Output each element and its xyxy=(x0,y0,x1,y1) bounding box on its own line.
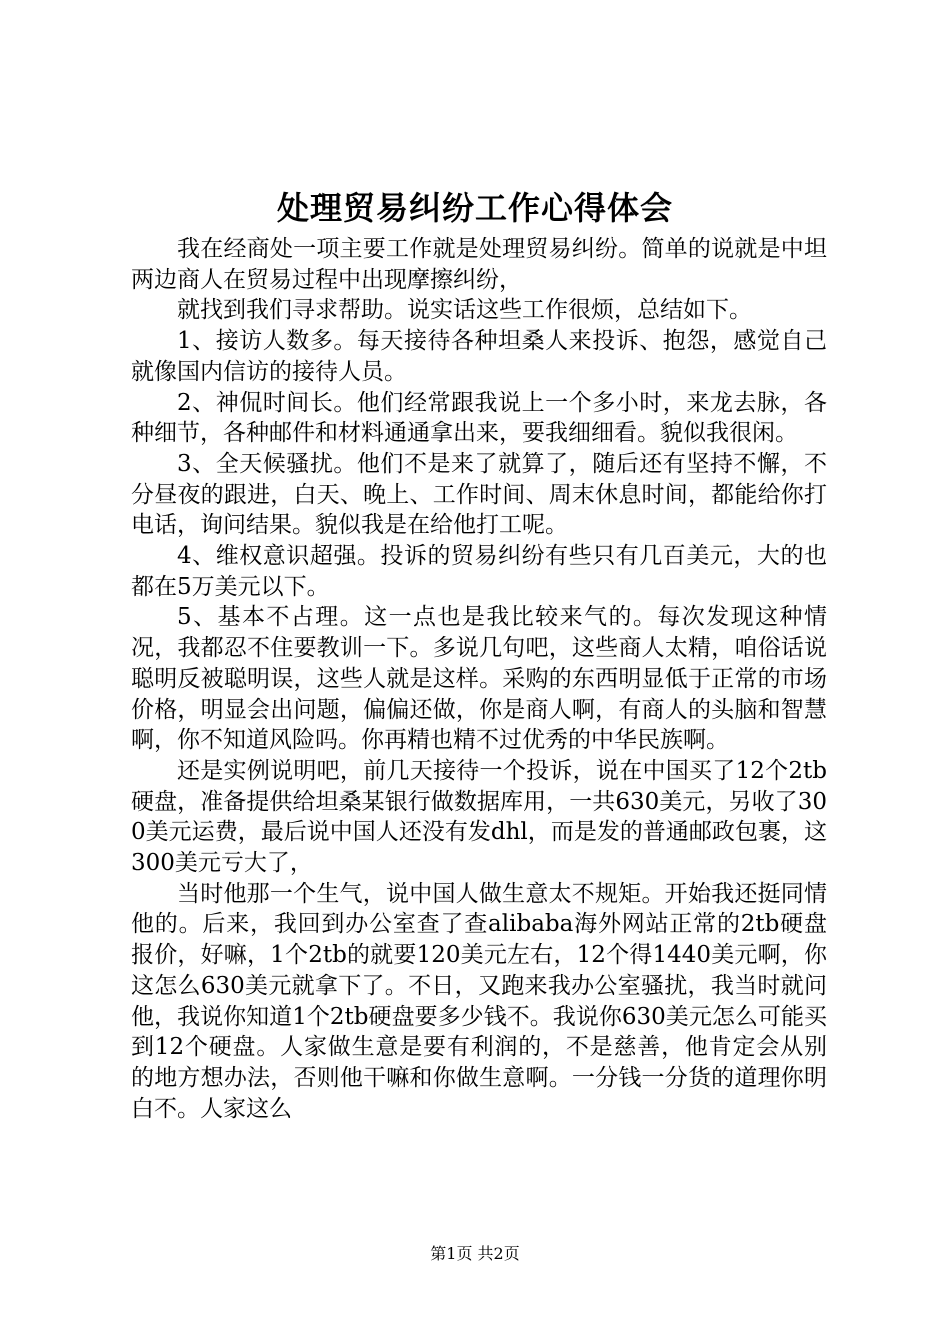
document-body xyxy=(131,234,827,1124)
paragraph: 1、接访人数多。每天接待各种坦桑人来投诉、抱怨，感觉自己就像国内信访的接待人员。 xyxy=(131,328,827,385)
paragraph: 还是实例说明吧，前几天接待一个投诉，说在中国买了12个2tb硬盘，准备提供给坦桑某银行做数据库用，一共630美元，另收了300美元运费，最后说中国人还没有发dhl，而是发的普通邮政包裹，这300美元亏大了， xyxy=(131,757,827,877)
paragraph: 3、全天候骚扰。他们不是来了就算了，随后还有坚持不懈，不分昼夜的跟进，白天、晚上、工作时间、周末休息时间，都能给你打电话，询问结果。貌似我是在给他打工呢。 xyxy=(131,450,827,539)
paragraph: 2、神侃时间长。他们经常跟我说上一个多小时，来龙去脉，各种细节，各种邮件和材料通通拿出来，要我细细看。貌似我很闲。 xyxy=(131,389,827,447)
paragraph: 我在经商处一项主要工作就是处理贸易纠纷。简单的说就是中坦两边商人在贸易过程中出现摩擦纠纷， xyxy=(131,236,827,293)
document-title: 处理贸易纠纷工作心得体会 xyxy=(276,189,673,227)
page-number-footer: 第1页 共2页 xyxy=(430,1244,520,1263)
paragraph: 5、基本不占理。这一点也是我比较来气的。每次发现这种情况，我都忍不住要教训一下。多说几句吧，这些商人太精，咱俗话说聪明反被聪明误，这些人就是这样。采购的东西明显低于正常的市场价格，明显会出问题，偏偏还做，你是商人啊，有商人的头脑和智慧啊，你不知道风险吗。你再精也精不过优秀的中华民族啊。 xyxy=(131,604,827,754)
paragraph: 4、维权意识超强。投诉的贸易纠纷有些只有几百美元，大的也都在5万美元以下。 xyxy=(131,543,827,600)
paragraph: 就找到我们寻求帮助。说实话这些工作很烦，总结如下。 xyxy=(177,297,752,324)
paragraph: 当时他那一个生气，说中国人做生意太不规矩。开始我还挺同情他的。后来，我回到办公室查了查alibaba海外网站正常的2tb硬盘报价，好嘛，1个2tb的就要120美元左右，12个得1440美元啊，你这怎么630美元就拿下了。不日，又跑来我办公室骚扰，我当时就问他，我说你知道1个2tb硬盘要多少钱不。我说你630美元怎么可能买到12个硬盘。人家做生意是要有利润的，不是慈善，他肯定会从别的地方想办法，否则他干嘛和你做生意啊。一分钱一分货的道理你明白不。人家这么 xyxy=(131,880,827,1122)
